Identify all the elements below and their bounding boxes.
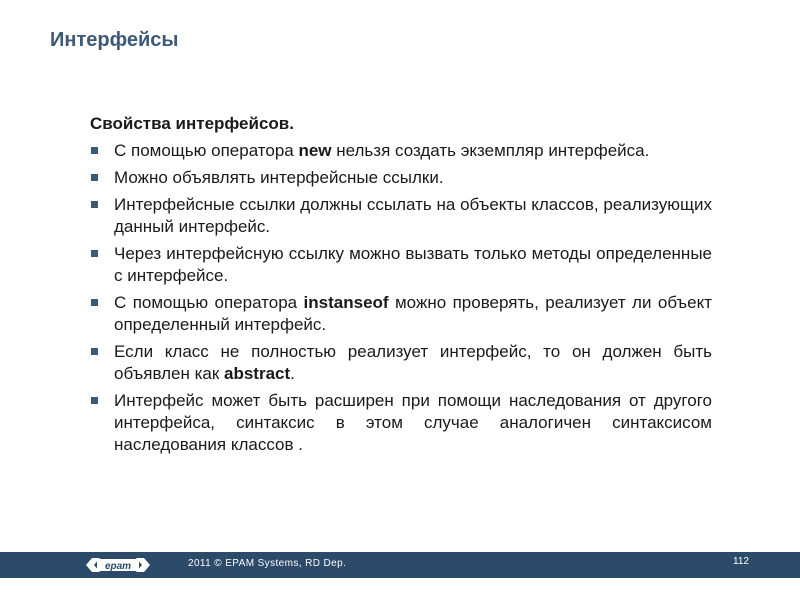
slide-title: Интерфейсы <box>50 29 179 51</box>
bullet-item: Если класс не полностью реализует интерфейс, то он должен быть объявлен как abstract. <box>90 341 712 385</box>
bullet-list <box>90 140 712 456</box>
slide-content <box>90 113 712 461</box>
bullet-item: Интерфейсные ссылки должны ссылать на объекты классов, реализующих данный интерфейс. <box>90 194 712 238</box>
svg-text:epam: epam <box>104 561 132 572</box>
slide-subtitle: Свойства интерфейсов. <box>90 114 294 133</box>
bullet-item: С помощью оператора new нельзя создать экземпляр интерфейса. <box>90 140 712 162</box>
keyword: instanseof <box>303 293 389 312</box>
page-number: 112 <box>733 556 749 567</box>
bullet-item: С помощью оператора instanseof можно проверять, реализует ли объект определенный интерфейс. <box>90 292 712 336</box>
square-bullet-icon <box>91 201 98 208</box>
footer-copyright: 2011 © EPAM Systems, RD Dep. <box>188 558 347 569</box>
square-bullet-icon <box>91 174 98 181</box>
keyword: new <box>298 141 332 160</box>
footer-bar <box>0 552 800 578</box>
bullet-item: Можно объявлять интерфейсные ссылки. <box>90 167 712 189</box>
square-bullet-icon <box>91 250 98 257</box>
square-bullet-icon <box>91 147 98 154</box>
square-bullet-icon <box>91 348 98 355</box>
bullet-item: Через интерфейсную ссылку можно вызвать только методы определенные с интерфейсе. <box>90 243 712 287</box>
epam-logo <box>80 557 156 573</box>
bullet-item: Интерфейс может быть расширен при помощи наследования от другого интерфейса, синтаксис в этом случае аналогичен синтаксисом наследования классов . <box>90 390 712 456</box>
square-bullet-icon <box>91 397 98 404</box>
square-bullet-icon <box>91 299 98 306</box>
keyword: abstract <box>224 364 291 383</box>
